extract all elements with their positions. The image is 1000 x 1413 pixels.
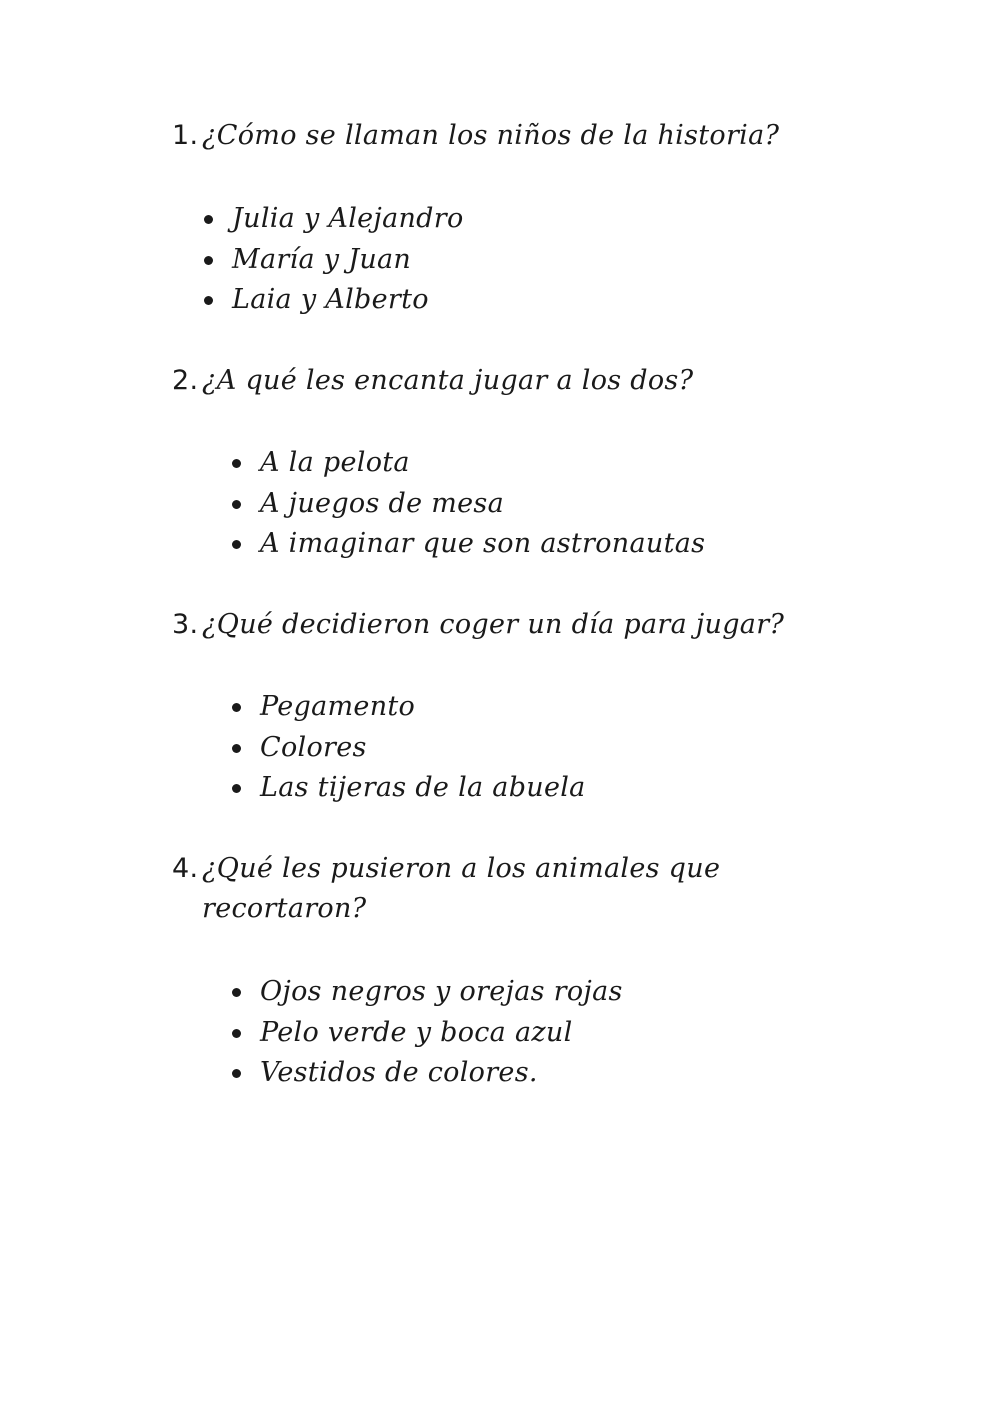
question-text: ¿A qué les encanta jugar a los dos?	[202, 365, 694, 396]
question-number: 1.	[172, 120, 199, 151]
bullet-icon	[232, 540, 241, 549]
question-4-options	[230, 972, 623, 1094]
option-text: A imaginar que son astronautas	[260, 528, 706, 559]
list-item	[230, 524, 705, 565]
list-item	[230, 728, 586, 769]
option-text: Pegamento	[260, 691, 416, 722]
list-item	[230, 1013, 623, 1054]
list-item	[230, 443, 705, 484]
question-number: 4.	[172, 853, 199, 884]
bullet-icon	[232, 500, 241, 509]
bullet-icon	[232, 784, 241, 793]
option-text: A la pelota	[260, 447, 410, 478]
option-text: Ojos negros y orejas rojas	[260, 976, 623, 1007]
question-1	[172, 116, 812, 156]
list-item	[230, 484, 705, 525]
question-text: ¿Qué decidieron coger un día para jugar?	[202, 609, 785, 640]
question-number: 3.	[172, 609, 199, 640]
question-text-line-1: ¿Qué les pusieron a los animales que	[202, 853, 721, 884]
question-text-line-2: recortaron?	[202, 893, 367, 924]
option-text: María y Juan	[232, 243, 412, 275]
list-item	[230, 1053, 623, 1094]
option-text: Pelo verde y boca azul	[260, 1016, 573, 1048]
bullet-icon	[232, 744, 241, 753]
option-text: Las tijeras de la abuela	[260, 772, 586, 803]
bullet-icon	[232, 703, 241, 712]
question-4	[172, 849, 812, 929]
bullet-icon	[232, 459, 241, 468]
option-text: Laia y Alberto	[232, 284, 429, 315]
option-text: Colores	[260, 731, 367, 763]
question-2	[172, 361, 812, 401]
list-item	[202, 199, 464, 240]
list-item	[230, 768, 586, 809]
list-item	[230, 972, 623, 1013]
question-number: 2.	[172, 365, 199, 396]
question-3-options	[230, 687, 586, 809]
option-text: A juegos de mesa	[260, 487, 504, 519]
bullet-icon	[232, 1069, 241, 1078]
question-2-options	[230, 443, 705, 565]
bullet-icon	[204, 215, 213, 224]
question-1-options	[202, 199, 464, 321]
question-text: ¿Cómo se llaman los niños de la historia?	[202, 120, 780, 151]
option-text: Julia y Alejandro	[232, 203, 464, 234]
option-text: Vestidos de colores.	[260, 1057, 538, 1088]
list-item	[202, 280, 464, 321]
bullet-icon	[204, 296, 213, 305]
bullet-icon	[232, 1029, 241, 1038]
question-3	[172, 605, 812, 645]
list-item	[202, 240, 464, 281]
list-item	[230, 687, 586, 728]
bullet-icon	[204, 256, 213, 265]
bullet-icon	[232, 988, 241, 997]
